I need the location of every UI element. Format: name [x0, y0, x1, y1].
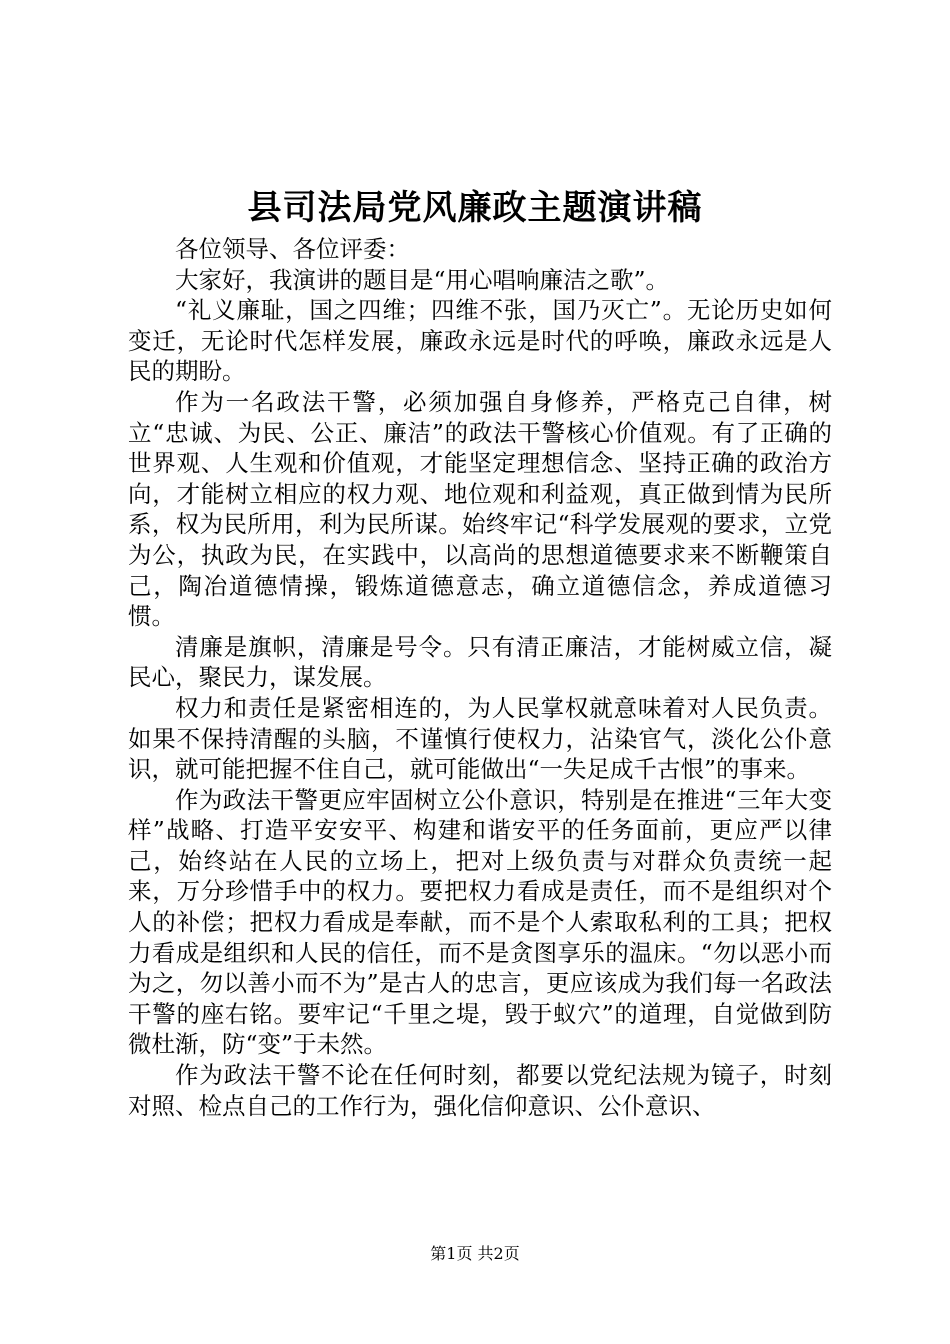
paragraph: 作为政法干警更应牢固树立公仆意识，特别是在推进“三年大变样”战略、打造平安安平、构建和谐安平的任务面前，更应严以律己，始终站在人民的立场上，把对上级负责与对群众负责统一起来，万分珍惜手中的权力。要把权力看成是责任，而不是组织对个人的补偿；把权力看成是奉献，而不是个人索取私利的工具；把权力看成是组织和人民的信任，而不是贪图享乐的温床。“勿以恶小而为之，勿以善小而不为”是古人的忠言，更应该成为我们每一名政法干警的座右铭。要牢记“千里之堤，毁于蚁穴”的道理，自觉做到防微杜渐，防“变”于未然。	[128, 785, 832, 1059]
paragraph: 作为政法干警不论在任何时刻，都要以党纪法规为镜子，时刻对照、检点自己的工作行为，强化信仰意识、公仆意识、	[128, 1061, 832, 1120]
paragraph: 权力和责任是紧密相连的，为人民掌权就意味着对人民负责。如果不保持清醒的头脑，不谨慎行使权力，沾染官气，淡化公仆意识，就可能把握不住自己，就可能做出“一失足成千古恨”的事来。	[128, 693, 832, 784]
document-body	[128, 234, 832, 1121]
paragraph-topic: 大家好，我演讲的题目是“用心唱响廉洁之歌”。	[175, 265, 670, 294]
page-number-footer: 第1页 共2页	[430, 1244, 520, 1263]
paragraph: “礼义廉耻，国之四维；四维不张，国乃灭亡”。无论历史如何变迁，无论时代怎样发展，廉政永远是时代的呼唤，廉政永远是人民的期盼。	[128, 296, 832, 386]
paragraph-greeting: 各位领导、各位评委：	[175, 235, 410, 263]
paragraph: 作为一名政法干警，必须加强自身修养，严格克己自律，树立“忠诚、为民、公正、廉洁”的政法干警核心价值观。有了正确的世界观、人生观和价值观，才能坚定理想信念、坚持正确的政治方向，才能树立相应的权力观、地位观和利益观，真正做到情为民所系，权为民所用，利为民所谋。始终牢记“科学发展观的要求，立党为公，执政为民，在实践中，以高尚的思想道德要求来不断鞭策自己，陶冶道德情操，锻炼道德意志，确立道德信念，养成道德习惯。	[128, 387, 832, 631]
document-title: 县司法局党风廉政主题演讲稿	[247, 188, 703, 228]
paragraph: 清廉是旗帜，清廉是号令。只有清正廉洁，才能树威立信，凝民心，聚民力，谋发展。	[128, 632, 832, 692]
